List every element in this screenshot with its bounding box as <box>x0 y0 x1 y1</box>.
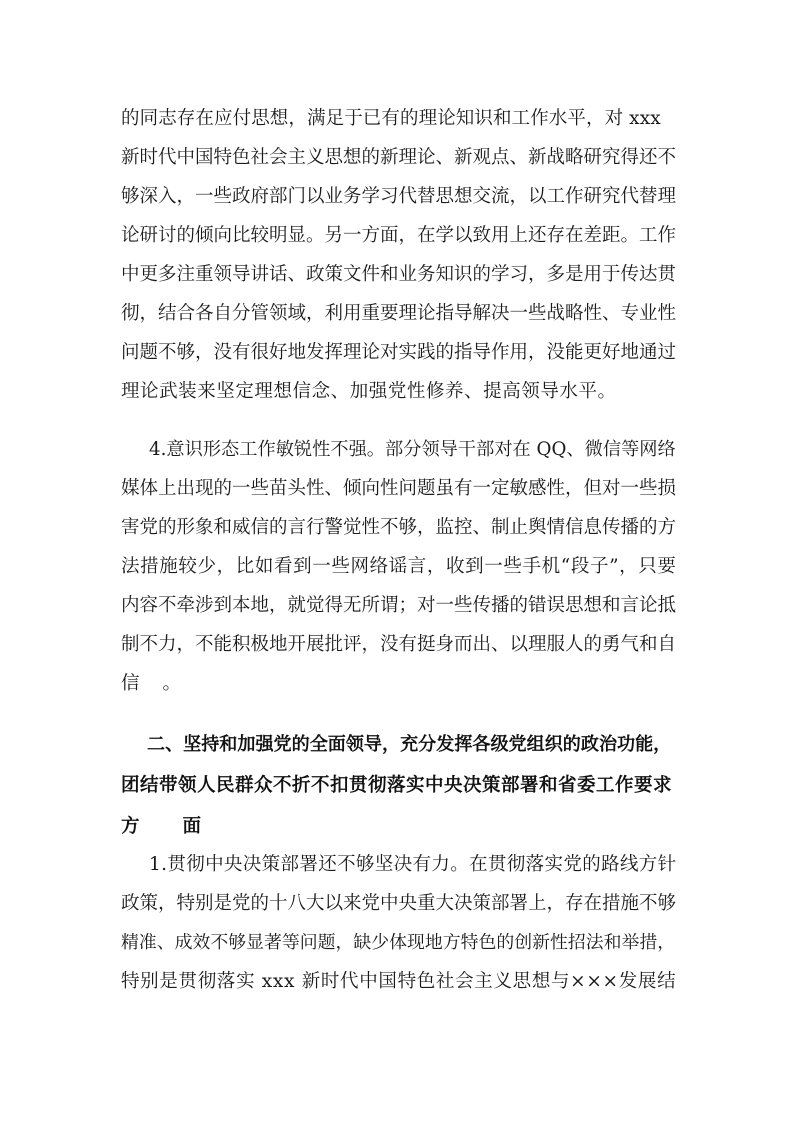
item-4-line-1: 4.意识形态工作敏锐性不强。部分领导干部对在 QQ、微信等网络 <box>149 439 676 460</box>
body-line-4: 论研讨的倾向比较明显。另一方面，在学以致用上还存在差距。工作 <box>121 225 677 246</box>
item-4-line-2: 媒体上出现的一些苗头性、倾向性问题虽有一定敏感性，但对一些损 <box>121 478 677 499</box>
item-4-line-4: 法措施较少，比如看到一些网络谣言，收到一些手机“段子”，只要 <box>121 556 677 577</box>
item-1-line-1: 1.贯彻中央决策部署还不够坚决有力。在贯彻落实党的路线方针 <box>149 854 677 875</box>
item-1-line-3: 精准、成效不够显著等问题，缺少体现地方特色的创新性招法和举措， <box>121 932 676 953</box>
item-4-line-7: 信。 <box>121 673 205 694</box>
section-heading-line-3: 方面 <box>121 816 245 837</box>
item-4-line-6: 制不力，不能积极地开展批评，没有挺身而出、以理服人的勇气和自 <box>121 634 677 655</box>
section-heading-line-2: 团结带领人民群众不折不扣贯彻落实中央决策部署和省委工作要求 <box>121 775 673 796</box>
body-line-7: 问题不够，没有很好地发挥理论对实践的指导作用，没能更好地通过 <box>121 342 677 363</box>
body-line-6: 彻，结合各自分管领域，利用重要理论指导解决一些战略性、专业性 <box>121 303 677 324</box>
body-line-5: 中更多注重领导讲话、政策文件和业务知识的学习，多是用于传达贯 <box>121 264 677 285</box>
item-4-line-3: 害党的形象和威信的言行警觉性不够，监控、制止舆情信息传播的方 <box>121 517 677 538</box>
body-line-8: 理论武装来坚定理想信念、加强党性修养、提高领导水平。 <box>121 381 617 402</box>
body-line-1: 的同志存在应付思想，满足于已有的理论知识和工作水平，对 xxx <box>121 108 661 129</box>
body-line-3: 够深入，一些政府部门以业务学习代替思想交流，以工作研究代替理 <box>121 186 677 207</box>
section-heading-line-1: 二、坚持和加强党的全面领导，充分发挥各级党组织的政治功能， <box>147 734 672 755</box>
item-1-line-2: 政策，特别是党的十八大以来党中央重大决策部署上，存在措施不够 <box>121 893 677 914</box>
body-line-2: 新时代中国特色社会主义思想的新理论、新观点、新战略研究得还不 <box>121 147 677 168</box>
item-1-line-4: 特别是贯彻落实 xxx 新时代中国特色社会主义思想与×××发展结 <box>121 971 677 992</box>
item-4-line-5: 内容不牵涉到本地，就觉得无所谓；对一些传播的错误思想和言论抵 <box>121 595 677 616</box>
